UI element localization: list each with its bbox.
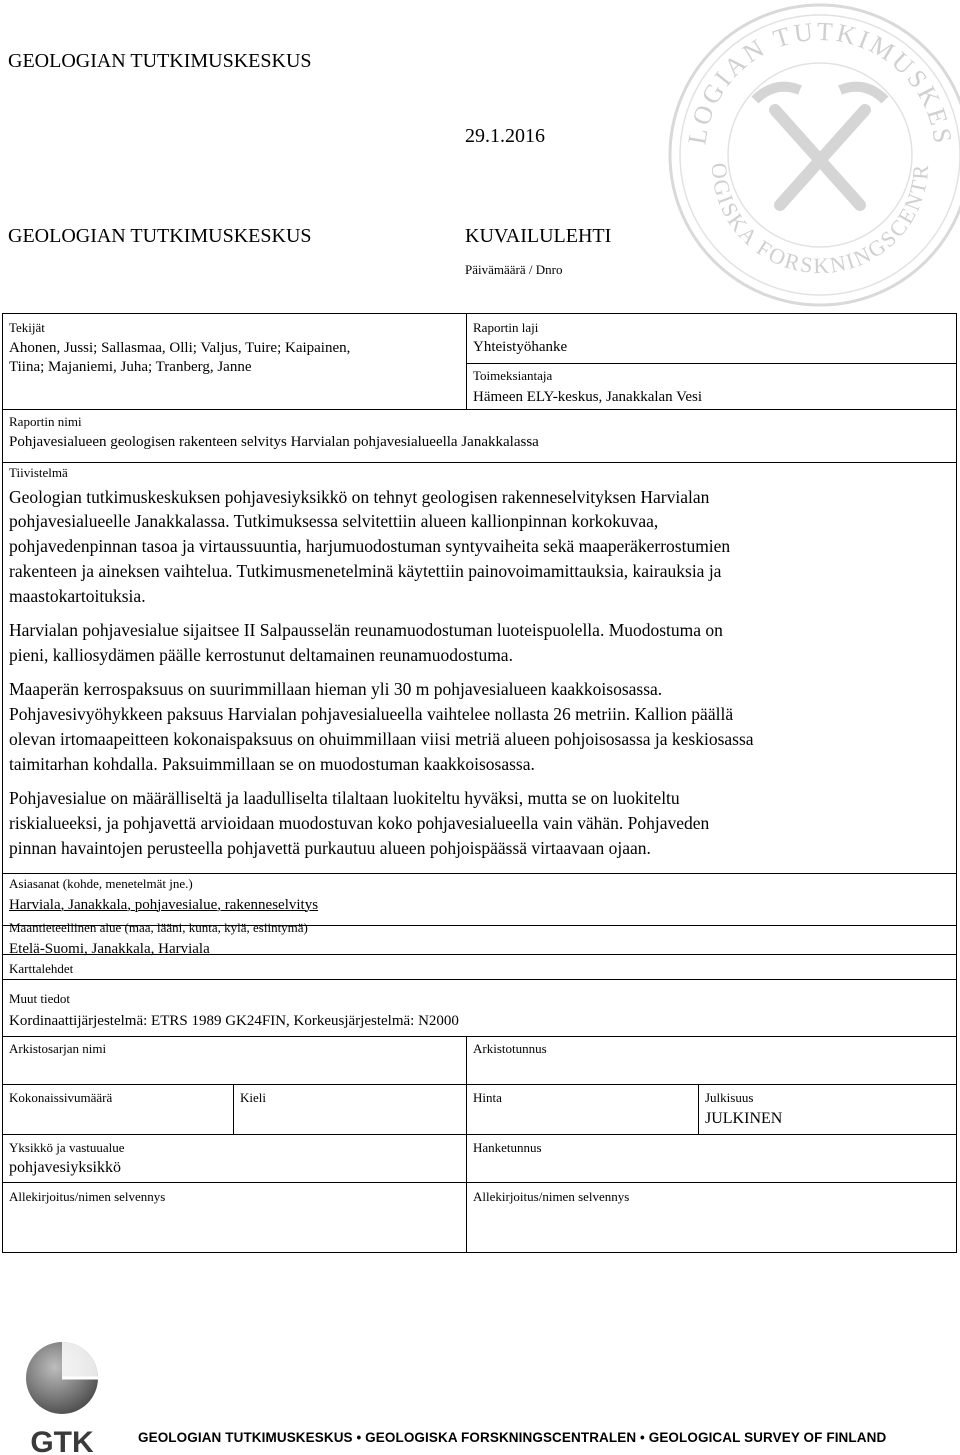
abstract-line: Pohjavesialue on määrälliseltä ja laadulliselta tilaltaan luokiteltu hyväksi, mutta se on luokiteltu [9,788,680,808]
abstract-line: olevan irtomaapeitteen kokonaispaksuus on ohuimmillaan viisi metriä alueen pohjoisosassa ja keskiosassa [9,729,754,749]
authors-line-1: Ahonen, Jussi; Sallasmaa, Olli; Valjus, Tuire; Kaipainen, [9,340,351,356]
client-value: Hämeen ELY-keskus, Janakkalan Vesi [473,389,702,405]
divider [466,1084,467,1252]
client-label: Toimeksiantaja [473,368,553,383]
divider [3,409,957,410]
divider [466,314,467,409]
divider [3,873,957,874]
signature-label: Allekirjoitus/nimen selvennys [473,1189,630,1204]
signature-label: Allekirjoitus/nimen selvennys [9,1189,166,1204]
date-dnro-label: Päivämäärä / Dnro [465,262,563,277]
other-info-label: Muut tiedot [9,991,71,1006]
divider [466,1036,467,1084]
divider [3,1036,957,1037]
abstract-line: pohjavesialueelle Janakkalassa. Tutkimuksessa selvitettiin alueen kallionpinnan korkokuvaa, [9,511,659,531]
seal-text-top: LOGIAN TUTKIMUSKES [682,16,958,148]
unit-value: pohjavesiyksikkö [9,1159,121,1176]
divider [233,1084,234,1134]
divider [3,462,957,463]
abstract-line: riskialueeksi, ja pohjavettä arvioidaan muodostuvan koko pohjavesialueella vain vähän. Pohjaveden [9,813,710,833]
gtk-logo-text: GTK [30,1426,94,1455]
org-title-secondary: GEOLOGIAN TUTKIMUSKESKUS [8,225,312,247]
abstract-line: Geologian tutkimuskeskuksen pohjavesiyksikkö on tehnyt geologisen rakenneselvityksen Harvialan [9,487,710,507]
publicity-label: Julkisuus [705,1090,754,1105]
seal-text-bottom: OGISKA FORSKNINGSCENTR [706,162,934,279]
divider [3,979,957,980]
abstract-line: Pohjavesivyöhykkeen paksuus Harvialan pohjavesialueella vaihtelee nollasta 26 metriin. Kallion päällä [9,704,734,724]
region-label: Maantieteellinen alue (maa, lääni, kunta, kylä, esiintymä) [9,920,308,935]
seal-watermark [660,0,960,310]
report-type-value: Yhteistyöhanke [473,339,568,355]
abstract-line: rakenteen ja aineksen vaihtelua. Tutkimusmenetelminä käytettiin painovoimamittauksia, kairauksia ja [9,561,722,581]
publicity-value: JULKINEN [705,1110,783,1127]
abstract-line: taimitarhan kohdalla. Paksuimmillaan se on muodostuman kaakkoisosassa. [9,754,535,774]
project-id-label: Hanketunnus [473,1140,542,1155]
report-name-label: Raportin nimi [9,414,82,429]
divider [3,1182,957,1183]
abstract-line: Harvialan pohjavesialue sijaitsee II Salpausselän reunamuodostuman luoteispuolella. Muodostuma on [9,620,723,640]
language-label: Kieli [240,1090,266,1105]
price-label: Hinta [473,1090,502,1105]
divider [466,363,957,364]
abstract-line: Maaperän kerrospaksuus on suurimmillaan hieman yli 30 m pohjavesialueen kaakkoisosassa. [9,679,663,699]
abstract-line: maastokartoituksia. [9,586,146,606]
authors-label: Tekijät [9,320,45,335]
gtk-logo [20,1340,105,1455]
maps-label: Karttalehdet [9,961,74,976]
report-type-label: Raportin laji [473,320,539,335]
abstract-line: pinnan havaintojen perusteella pohjavettä purkautuu alueen pohjoispäässä virtaavaan ojaan. [9,838,651,858]
keywords-label: Asiasanat (kohde, menetelmät jne.) [9,876,193,891]
abstract-label: Tiivistelmä [9,465,68,480]
divider [3,1084,957,1085]
region-value: Etelä-Suomi, Janakkala, Harviala [9,941,210,957]
org-title: GEOLOGIAN TUTKIMUSKESKUS [8,50,312,72]
pages-label: Kokonaissivumäärä [9,1090,113,1105]
archive-series-label: Arkistosarjan nimi [9,1041,107,1056]
unit-label: Yksikkö ja vastuualue [9,1140,125,1155]
document-type: KUVAILULEHTI [465,225,612,247]
other-info-value: Kordinaattijärjestelmä: ETRS 1989 GK24FIN, Korkeusjärjestelmä: N2000 [9,1013,459,1029]
authors-line-2: Tiina; Majaniemi, Juha; Tranberg, Janne [9,359,252,375]
abstract-line: pohjavedenpinnan tasoa ja virtaussuuntia, harjumuodostuman syntyvaiheita sekä maaperäkerrostumien [9,536,731,556]
divider [3,1134,957,1135]
footer-org-names: GEOLOGIAN TUTKIMUSKESKUS • GEOLOGISKA FORSKNINGSCENTRALEN • GEOLOGICAL SURVEY OF FINLAND [138,1430,887,1445]
keywords-value: Harviala, Janakkala, pohjavesialue, rakenneselvitys [9,897,319,913]
document-date: 29.1.2016 [465,125,545,147]
svg-text:GEOLOGIAN TUTKIMUSKESKUS [660,0,958,148]
form-frame [2,313,957,1253]
divider [698,1084,699,1134]
report-name-value: Pohjavesialueen geologisen rakenteen selvitys Harvialan pohjavesialueella Janakkalassa [9,434,539,450]
archive-id-label: Arkistotunnus [473,1041,547,1056]
abstract-line: pieni, kalliosydämen päälle kerrostunut deltamainen reunamuodostuma. [9,645,513,665]
